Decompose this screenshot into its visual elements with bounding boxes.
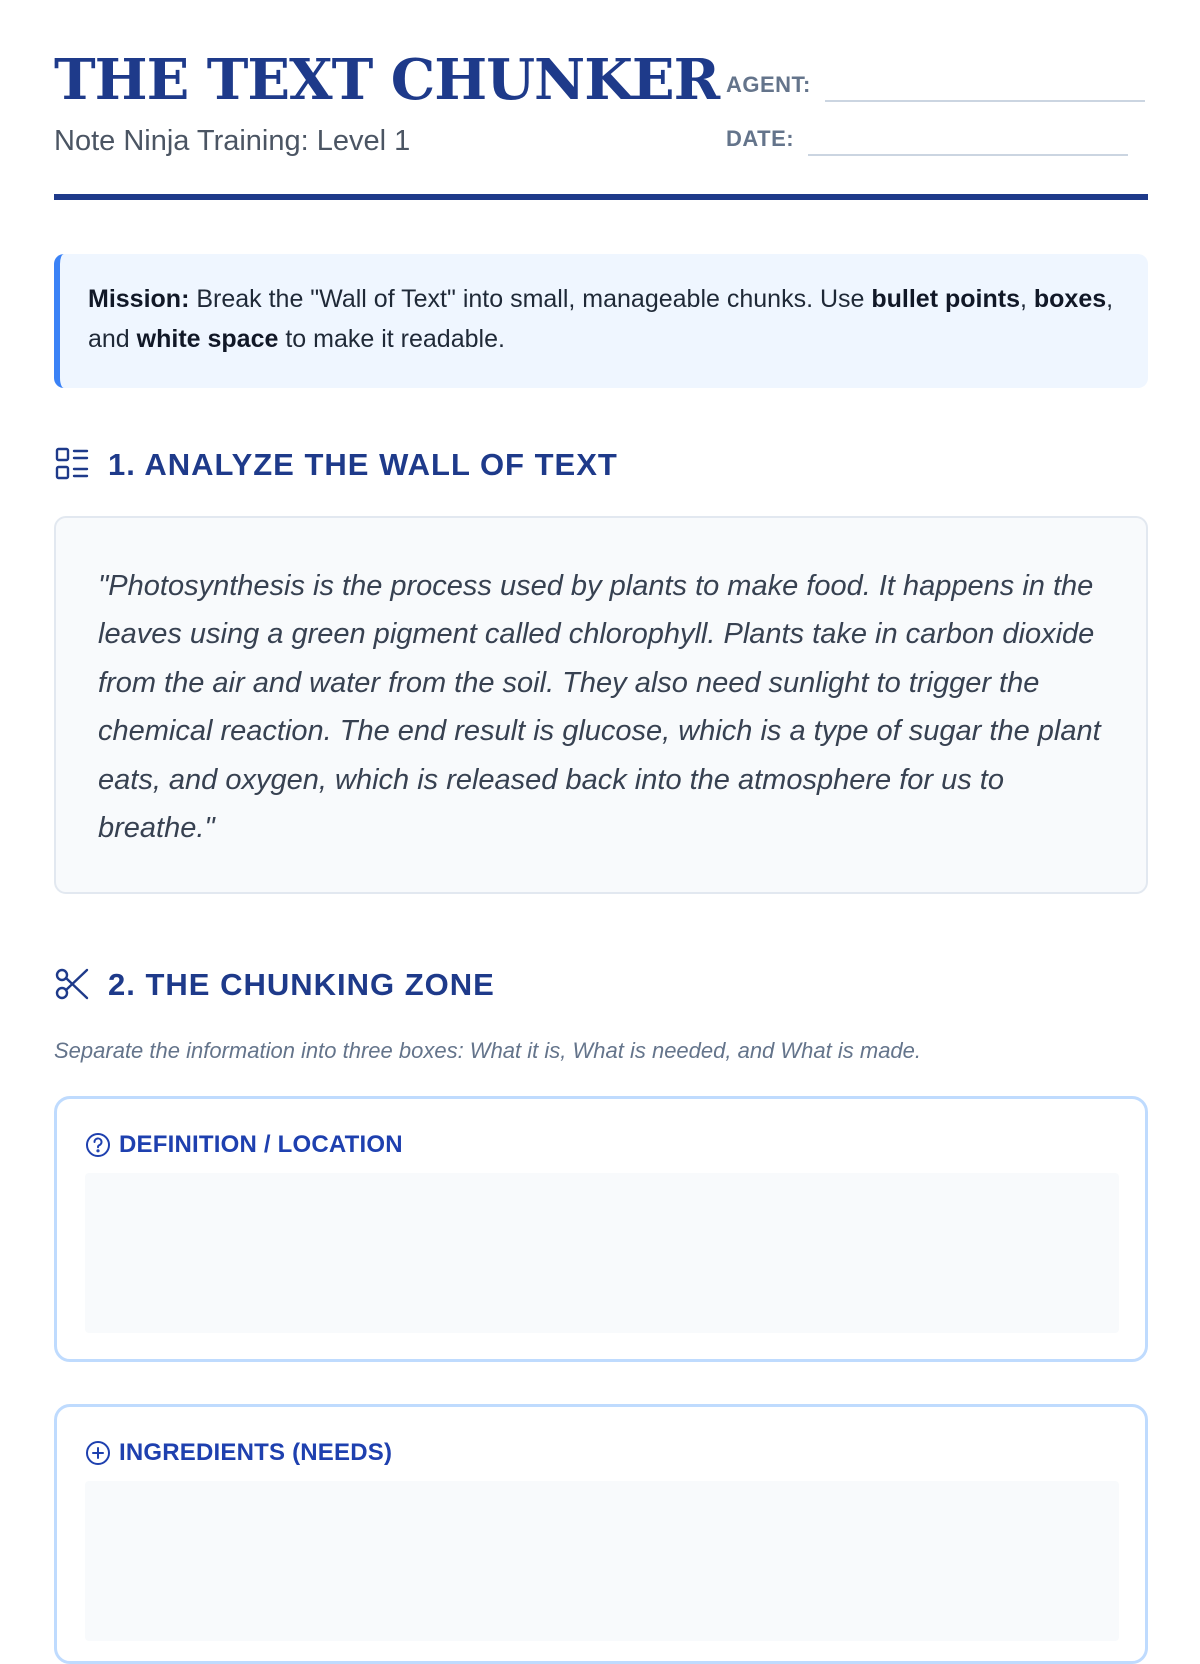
date-label: DATE: [726, 126, 795, 151]
agent-input-line[interactable] [825, 99, 1145, 102]
scissors-icon [54, 966, 90, 1002]
ingredients-needs-title: INGREDIENTS (NEEDS) [119, 1439, 393, 1466]
page-subtitle: Note Ninja Training: Level 1 [54, 125, 411, 157]
ingredients-needs-box [54, 1404, 1148, 1664]
question-circle-icon [85, 1132, 111, 1158]
header-divider [54, 194, 1148, 200]
definition-location-title: DEFINITION / LOCATION [119, 1131, 403, 1158]
section-2-heading [54, 966, 495, 1002]
definition-location-box [54, 1096, 1148, 1362]
worksheet-page [54, 0, 1148, 1466]
ingredients-needs-write-area[interactable] [85, 1481, 1119, 1641]
ingredients-needs-label [85, 1439, 392, 1467]
page-title: THE TEXT CHUNKER [54, 47, 720, 113]
agent-field [726, 74, 1145, 96]
mission-text-3: , and [88, 285, 1114, 353]
mission-callout [54, 254, 1148, 388]
date-field [726, 128, 1128, 150]
mission-text-2: , [1019, 285, 1034, 313]
plus-circle-icon [85, 1440, 111, 1466]
wall-of-text: "Photosynthesis is the process used by plants to make food. It happens in the leaves using a green pigment called chlorophyll. Plants take in carbon dioxide from the air and water from the soil. They also need sunlight to trigger the chemical reaction. The end result is glucose, which is a type of sugar the plant eats, and oxygen, which is released back into the atmosphere for us to breathe." [54, 516, 1148, 894]
section-1-heading [54, 446, 618, 482]
mission-bold-white-space: white space [136, 324, 279, 353]
mission-bold-bullet-points: bullet points [871, 285, 1020, 313]
date-input-line[interactable] [808, 153, 1128, 156]
mission-bold-boxes: boxes [1033, 285, 1107, 313]
section-1-title: 1. ANALYZE THE WALL OF TEXT [108, 446, 618, 482]
chunking-instructions: Separate the information into three boxes: What it is, What is needed, and What is made. [54, 1038, 922, 1063]
mission-label: Mission: [88, 285, 190, 313]
definition-location-label [85, 1131, 403, 1159]
section-2-title: 2. THE CHUNKING ZONE [108, 966, 495, 1002]
mission-text-4: to make it readable. [278, 324, 505, 353]
definition-location-write-area[interactable] [85, 1173, 1119, 1333]
list-icon [54, 446, 90, 482]
header [54, 0, 1148, 200]
agent-label: AGENT: [726, 72, 811, 97]
mission-text-1: Break the "Wall of Text" into small, manageable chunks. Use [189, 285, 872, 313]
